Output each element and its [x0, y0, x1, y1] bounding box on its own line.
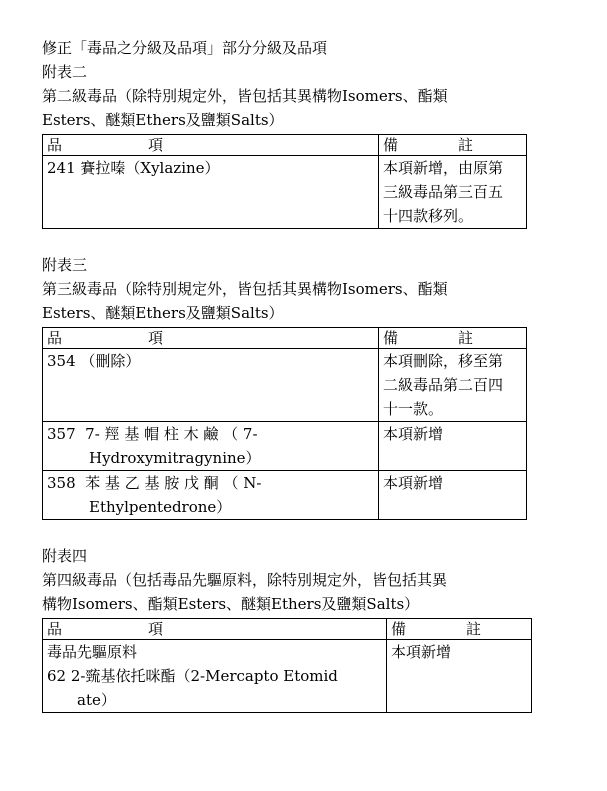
schedule-3-table	[42, 327, 527, 520]
header-item-char-1: 品	[47, 329, 63, 347]
section-description-line-1: 第三級毒品（除特別規定外，皆包括其異構物Isomers、酯類	[42, 280, 448, 298]
item-text: 354 （刪除）	[47, 352, 141, 370]
item-cell	[43, 156, 379, 229]
table-header-row	[43, 135, 527, 156]
note-cell	[387, 640, 532, 713]
section-description-line-1: 第二級毒品（除特別規定外，皆包括其異構物Isomers、酯類	[42, 87, 448, 105]
schedule-4-table	[42, 618, 532, 713]
note-cell	[379, 156, 527, 229]
note-line-3: 十一款。	[383, 400, 444, 418]
table-header-row	[43, 619, 532, 640]
document-page	[42, 36, 542, 713]
note-line-1: 本項刪除，移至第	[383, 352, 504, 370]
item-text-line-3: ate）	[77, 691, 116, 709]
table-row	[43, 471, 527, 520]
header-item-cell	[43, 328, 379, 349]
header-item-char-1: 品	[47, 620, 63, 638]
section-description-line-2: 構物Isomers、酯類Esters、醚類Ethers及鹽類Salts）	[42, 595, 420, 613]
section-label-appendix-2: 附表二	[42, 63, 88, 81]
header-item-char-1: 品	[47, 136, 63, 154]
table-row	[43, 422, 527, 471]
item-cell	[43, 471, 379, 520]
item-text-line-1: 毒品先驅原料	[47, 643, 138, 661]
note-line-1: 本項新增	[383, 474, 444, 492]
header-note-char-2: 註	[458, 136, 474, 154]
header-item-cell	[43, 135, 379, 156]
item-text-line-1: 357 7- 羥 基 帽 柱 木 鹼 （ 7-	[47, 425, 258, 443]
header-item-char-2: 項	[148, 620, 164, 638]
note-line-2: 三級毒品第三百五	[383, 183, 504, 201]
item-text-line-1: 358 苯 基 乙 基 胺 戊 酮 （ N-	[47, 474, 262, 492]
table-row	[43, 640, 532, 713]
item-text-line-2: Ethylpentedrone）	[89, 498, 232, 516]
section-label-appendix-3: 附表三	[42, 256, 88, 274]
item-text-line-2: 62 2-巰基依托咪酯（2-Mercapto Etomid	[47, 667, 338, 685]
header-note-char-1: 備	[391, 620, 407, 638]
header-note-char-2: 註	[458, 329, 474, 347]
header-note-char-2: 註	[466, 620, 482, 638]
header-note-cell	[379, 328, 527, 349]
header-note-char-1: 備	[383, 329, 399, 347]
note-line-1: 本項新增	[383, 425, 444, 443]
note-line-3: 十四款移列。	[383, 207, 474, 225]
section-description-line-2: Esters、醚類Ethers及鹽類Salts）	[42, 111, 284, 129]
header-note-cell	[387, 619, 532, 640]
item-cell	[43, 422, 379, 471]
item-cell	[43, 349, 379, 422]
section-label-appendix-4: 附表四	[42, 547, 88, 565]
note-cell	[379, 471, 527, 520]
header-note-cell	[379, 135, 527, 156]
table-header-row	[43, 328, 527, 349]
header-item-char-2: 項	[148, 329, 164, 347]
header-item-cell	[43, 619, 387, 640]
section-description-line-2: Esters、醚類Ethers及鹽類Salts）	[42, 304, 284, 322]
note-cell	[379, 422, 527, 471]
note-line-1: 本項新增	[391, 643, 452, 661]
item-text: 241 賽拉嗪（Xylazine）	[47, 159, 220, 177]
table-row	[43, 349, 527, 422]
section-description-line-1: 第四級毒品（包括毒品先驅原料，除特別規定外，皆包括其異	[42, 571, 448, 589]
note-line-2: 二級毒品第二百四	[383, 376, 504, 394]
document-title: 修正「毒品之分級及品項」部分分級及品項	[42, 39, 328, 57]
schedule-2-table	[42, 134, 527, 229]
table-row	[43, 156, 527, 229]
note-cell	[379, 349, 527, 422]
header-note-char-1: 備	[383, 136, 399, 154]
item-cell	[43, 640, 387, 713]
item-text-line-2: Hydroxymitragynine）	[89, 449, 261, 467]
header-item-char-2: 項	[148, 136, 164, 154]
note-line-1: 本項新增，由原第	[383, 159, 504, 177]
